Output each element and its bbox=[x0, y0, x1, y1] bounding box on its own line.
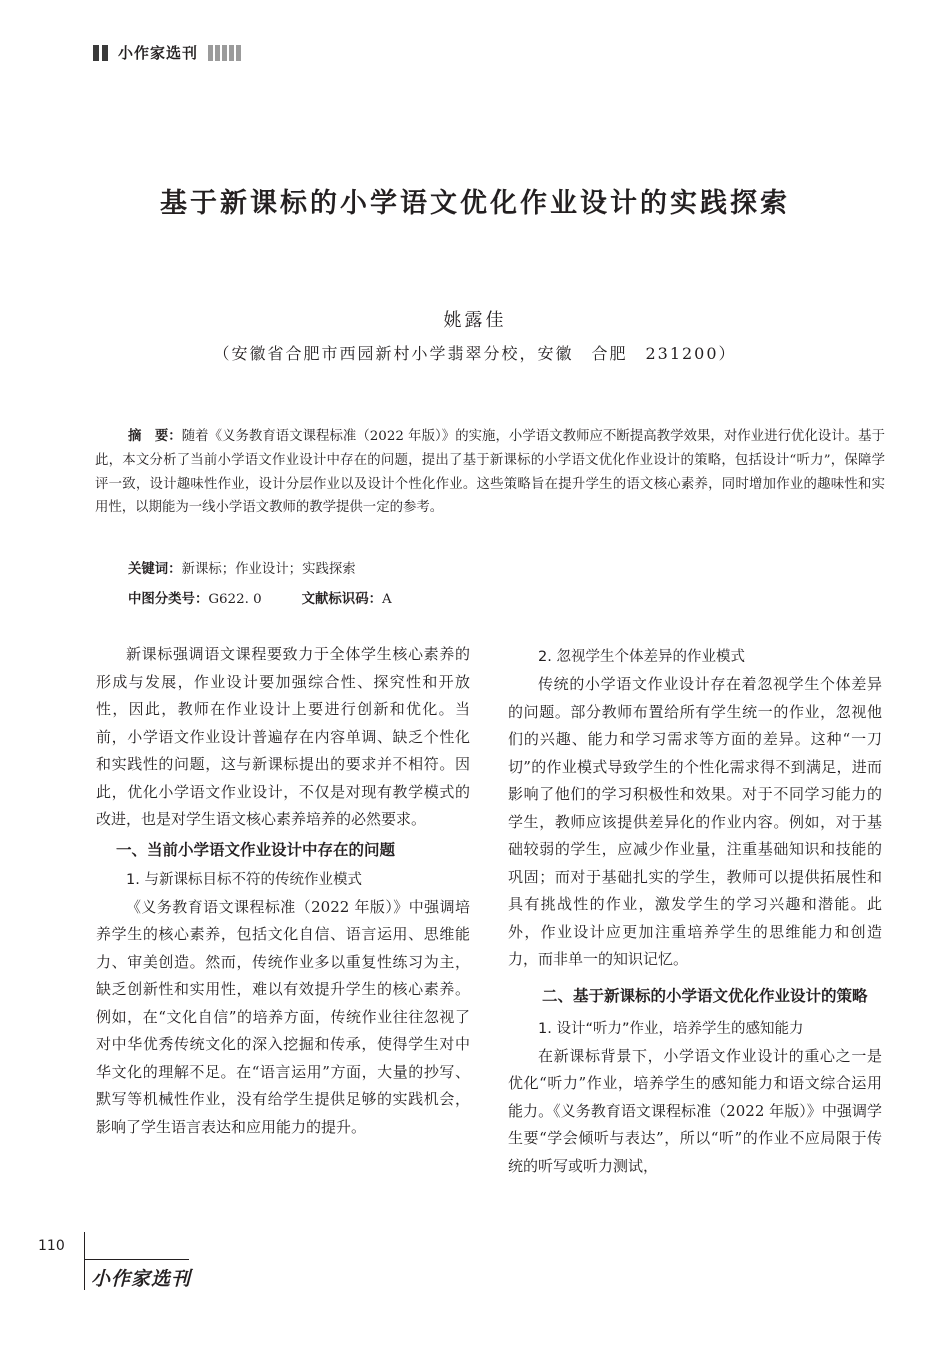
abstract bbox=[95, 425, 885, 520]
subsection-2-1-heading: 1. 设计“听力”作业，培养学生的感知能力 bbox=[538, 1020, 804, 1037]
keywords-line bbox=[128, 560, 356, 580]
journal-name: 小作家选刊 bbox=[118, 44, 199, 62]
subsection-2-1-paragraph: 在新课标背景下，小学语文作业设计的重心之一是优化“听力”作业，培养学生的感知能力和语文综合运用能力。《义务教育语文课程标准（2022 年版）》中强调学生要“学会倾听与表达”，所以“听”的作业不应局限于传统的听写或听力测试， bbox=[508, 1046, 882, 1175]
left-column bbox=[96, 641, 470, 1141]
running-header bbox=[93, 42, 241, 63]
author-affiliation: （安徽省合肥市西园新村小学翡翠分校，安徽 合肥 231200） bbox=[213, 344, 737, 363]
footer-divider-vertical bbox=[84, 1232, 85, 1290]
abstract-label: 摘 要： bbox=[128, 429, 182, 444]
doc-code-value: A bbox=[381, 592, 392, 607]
footer-journal-logo: 小作家选刊 bbox=[91, 1268, 192, 1290]
intro-paragraph: 新课标强调语文课程要致力于全体学生核心素养的形成与发展，作业设计要加强综合性、探究性和开放性，因此，教师在作业设计上要进行创新和优化。当前，小学语文作业设计普遍存在内容单调、缺乏个性化和实践性的问题，这与新课标提出的要求并不相符。因此，优化小学语文作业设计，不仅是对现有教学模式的改进，也是对学生语文核心素养培养的必然要求。 bbox=[96, 645, 470, 828]
header-fade-bars-icon bbox=[208, 45, 241, 61]
keywords-label: 关键词： bbox=[128, 562, 182, 577]
clc-value: G622. 0 bbox=[208, 592, 262, 607]
abstract-text: 随着《义务教育语文课程标准（2022 年版）》的实施，小学语文教师应不断提高教学效果，对作业进行优化设计。基于此，本文分析了当前小学语文作业设计中存在的问题，提出了基于新课标的小学语文优化作业设计的策略，包括设计“听力”，保障学评一致，设计趣味性作业，设计分层作业以及设计个性化作业。这些策略旨在提升学生的语文核心素养，同时增加作业的趣味性和实用性，以期能为一线小学语文教师的教学提供一定的参考。 bbox=[95, 429, 885, 516]
section-1-heading: 一、当前小学语文作业设计中存在的问题 bbox=[116, 840, 396, 859]
subsection-1-1-heading: 1. 与新课标目标不符的传统作业模式 bbox=[126, 871, 362, 888]
subsection-1-1-paragraph: 《义务教育语文课程标准（2022 年版）》中强调培养学生的核心素养，包括文化自信、语言运用、思维能力、审美创造。然而，传统作业多以重复性练习为主，缺乏创新性和实用性，难以有效提升学生的核心素养。例如，在“文化自信”的培养方面，传统作业往往忽视了对中华优秀传统文化的深入挖掘和传承，使得学生对中华文化的理解不足。在“语言运用”方面，大量的抄写、默写等机械性作业，没有给学生提供足够的实践机会，影响了学生语言表达和应用能力的提升。 bbox=[96, 897, 470, 1136]
article-title: 基于新课标的小学语文优化作业设计的实践探索 bbox=[160, 188, 790, 219]
header-bars-icon bbox=[93, 45, 108, 61]
author-name: 姚露佳 bbox=[443, 310, 507, 331]
footer-divider-horizontal bbox=[84, 1259, 189, 1260]
section-2-heading: 二、基于新课标的小学语文优化作业设计的策略 bbox=[542, 986, 868, 1005]
doc-code-label: 文献标识码： bbox=[301, 592, 382, 607]
page-number: 110 bbox=[38, 1238, 65, 1254]
subsection-1-2-paragraph: 传统的小学语文作业设计存在着忽视学生个体差异的问题。部分教师布置给所有学生统一的作业，忽视他们的兴趣、能力和学习需求等方面的差异。这种“一刀切”的作业模式导致学生的个性化需求得不到满足，进而影响了他们的学习积极性和效果。对于不同学习能力的学生，教师应该提供差异化的作业内容。例如，对于基础较弱的学生，应减少作业量，注重基础知识和技能的巩固；而对于基础扎实的学生，教师可以提供拓展性和具有挑战性的作业，激发学生的学习兴趣和潜能。此外，作业设计应更加注重培养学生的思维能力和创造力，而非单一的知识记忆。 bbox=[508, 675, 882, 968]
subsection-1-2-heading: 2. 忽视学生个体差异的作业模式 bbox=[538, 649, 745, 665]
right-column bbox=[508, 643, 882, 1180]
clc-label: 中图分类号： bbox=[128, 592, 209, 607]
classification-line bbox=[128, 590, 392, 610]
keywords-text: 新课标；作业设计；实践探索 bbox=[181, 562, 356, 577]
